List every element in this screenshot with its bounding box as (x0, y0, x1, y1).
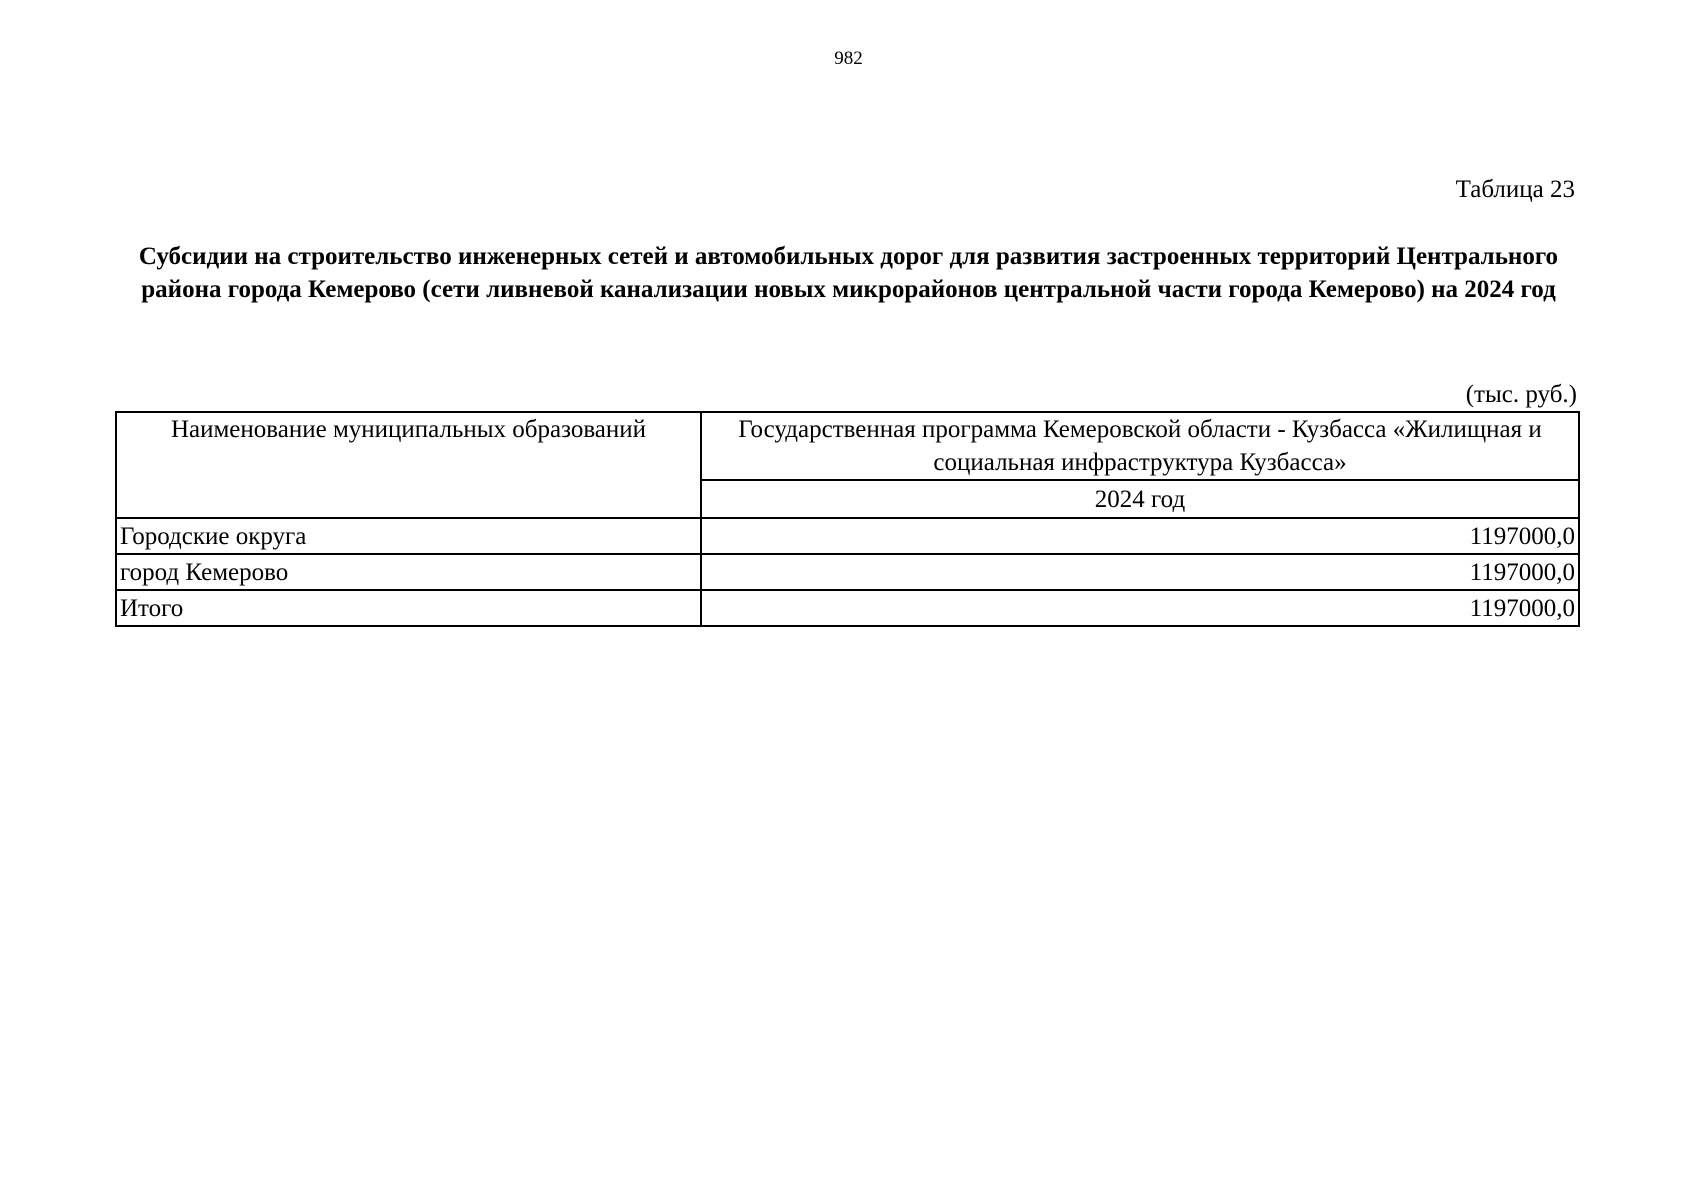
header-municipality-name: Наименование муниципальных образований (116, 412, 701, 518)
row-value: 1197000,0 (701, 554, 1579, 590)
row-value: 1197000,0 (701, 518, 1579, 554)
row-label: Городские округа (116, 518, 701, 554)
page-number: 982 (834, 48, 863, 69)
document-title: Субсидии на строительство инженерных сетей и автомобильных дорог для развития застроенных территорий Центрального района города Кемерово (сети ливневой канализации новых микрорайонов центральной части города Кемерово) на 2024 год (138, 243, 1559, 303)
subsidy-table (115, 411, 1580, 627)
table-header-row (116, 412, 1579, 480)
units-label: (тыс. руб.) (1465, 381, 1577, 408)
table-row (116, 590, 1579, 626)
table-row (116, 554, 1579, 590)
table-label: Таблица 23 (1455, 176, 1575, 203)
row-label: город Кемерово (116, 554, 701, 590)
table-row (116, 518, 1579, 554)
row-label: Итого (116, 590, 701, 626)
row-value: 1197000,0 (701, 590, 1579, 626)
header-year: 2024 год (701, 480, 1579, 518)
header-state-program: Государственная программа Кемеровской области - Кузбасса «Жилищная и социальная инфраструктура Кузбасса» (701, 412, 1579, 480)
